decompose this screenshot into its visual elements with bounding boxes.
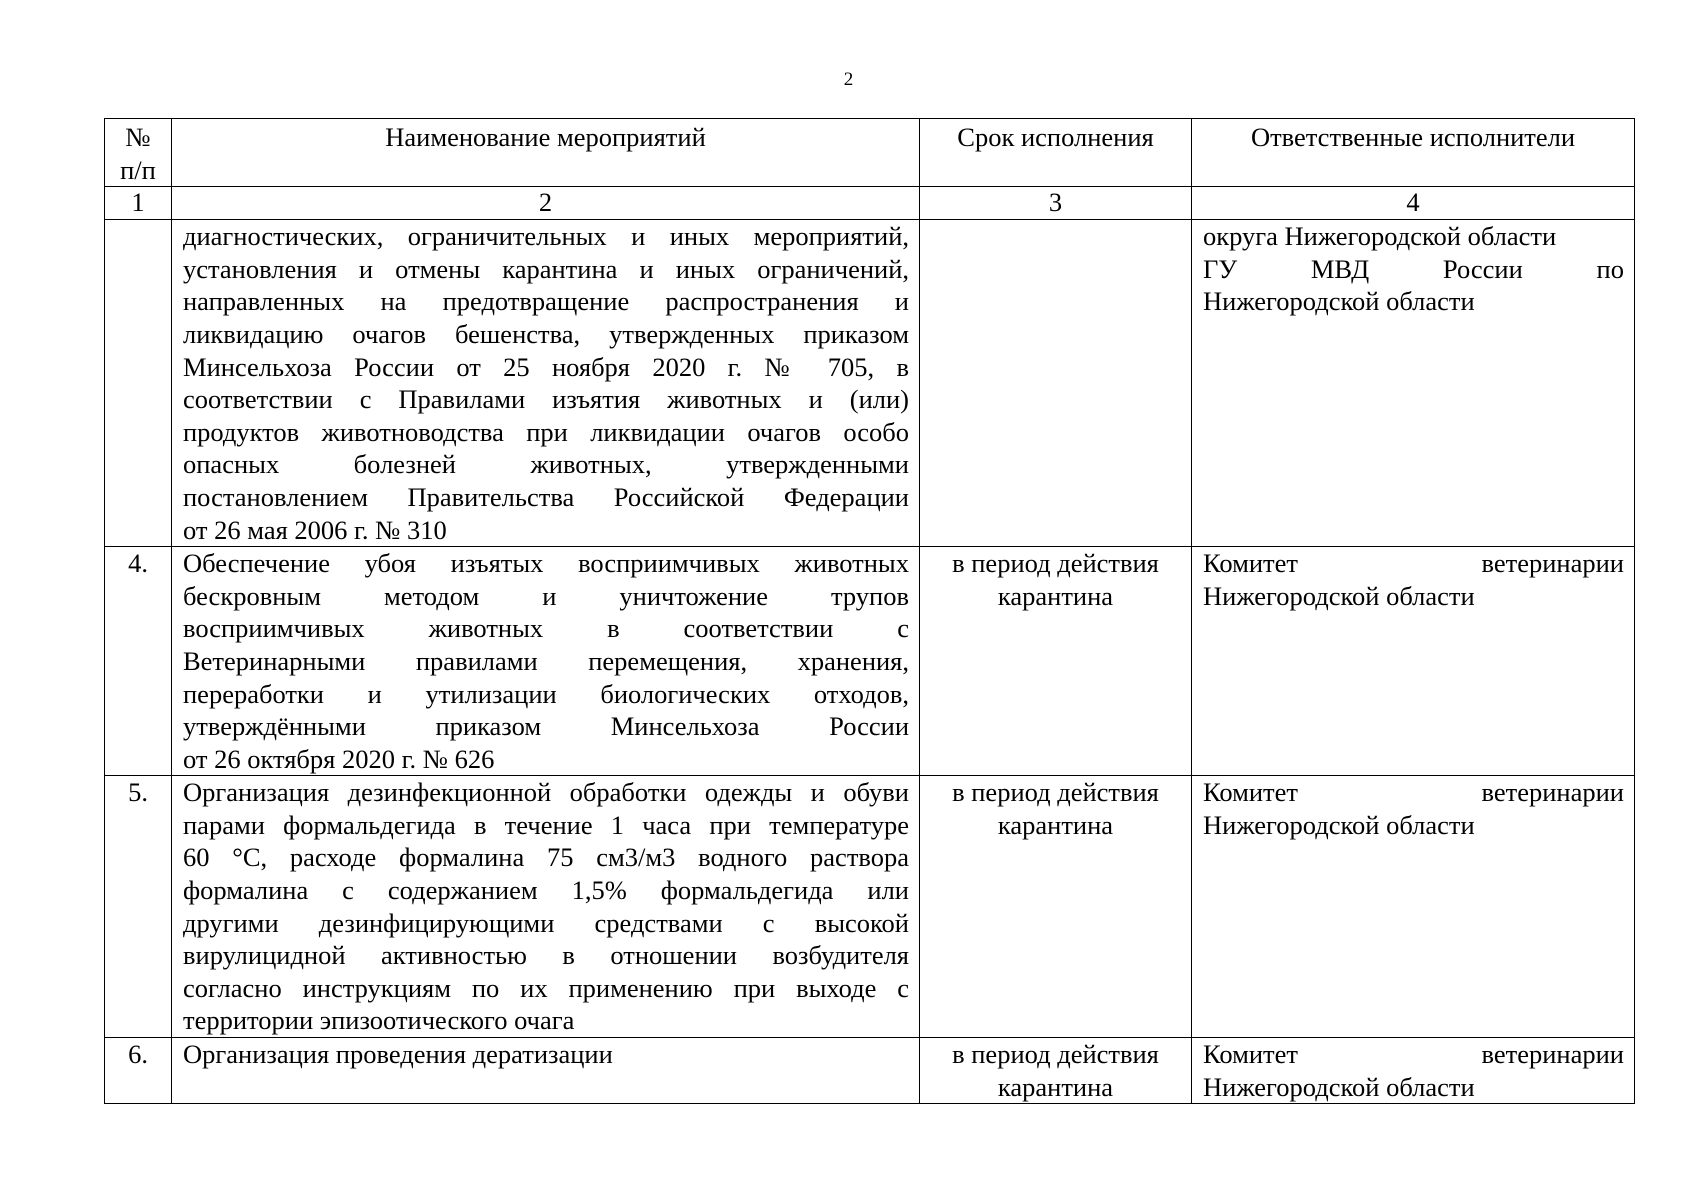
row-number-cell <box>105 547 172 776</box>
row-number: 5. <box>128 777 148 808</box>
header-name-cell <box>172 119 920 187</box>
responsible-text <box>1192 220 1634 318</box>
measure-name-line: формалина с содержанием 1,5% формальдегида или <box>183 875 909 906</box>
responsible-line: Нижегородской области <box>1203 580 1475 611</box>
responsible-line: Нижегородской области <box>1203 1071 1475 1102</box>
responsible-text <box>1192 776 1634 841</box>
header-name: Наименование мероприятий <box>385 122 706 152</box>
column-number: 2 <box>538 187 553 218</box>
measure-name <box>172 220 919 546</box>
measure-name-cell <box>172 220 920 547</box>
column-number-cell <box>172 187 920 220</box>
measure-name-line: опасных болезней животных, утвержденными <box>183 449 909 480</box>
measure-name-line: диагностических, ограничительных и иных мероприятий, <box>183 221 909 252</box>
column-number: 4 <box>1406 187 1420 218</box>
responsible-text <box>1192 547 1634 612</box>
responsible-cell <box>1192 776 1635 1038</box>
measure-name <box>172 547 919 775</box>
row-number: 4. <box>128 548 148 579</box>
term-cell <box>920 1038 1192 1104</box>
measure-name-line: утверждёнными приказом Минсельхоза России <box>183 711 909 742</box>
table-header-row <box>105 119 1635 187</box>
responsible-cell <box>1192 547 1635 776</box>
row-number-cell <box>105 776 172 1038</box>
measure-name-line: Ветеринарными правилами перемещения, хранения, <box>183 645 909 676</box>
measure-name <box>172 776 919 1037</box>
measure-name-cell <box>172 547 920 776</box>
responsible-text <box>1192 1038 1634 1103</box>
measure-name-line: постановлением Правительства Российской Федерации <box>183 481 909 512</box>
responsible-cell <box>1192 220 1635 547</box>
responsible-line: Комитет ветеринарии <box>1203 777 1624 808</box>
measure-name-line: территории эпизоотического очага <box>183 1005 575 1036</box>
responsible-line: Нижегородской области <box>1203 286 1475 317</box>
term-cell <box>920 220 1192 547</box>
measure-name-line: 60 °С, расходе формалина 75 см3/м3 водного раствора <box>183 842 909 873</box>
column-number: 3 <box>1048 187 1063 218</box>
term-cell <box>920 547 1192 776</box>
column-number: 1 <box>131 187 145 218</box>
header-num: № п/п <box>120 122 156 185</box>
measure-name-line: соответствии с Правилами изъятия животных и (или) <box>183 384 909 415</box>
column-number-row <box>105 187 1635 220</box>
header-responsible-cell <box>1192 119 1635 187</box>
measure-name-cell <box>172 1038 920 1104</box>
responsible-line: Комитет ветеринарии <box>1203 1039 1624 1070</box>
column-number-cell <box>105 187 172 220</box>
row-number-cell <box>105 1038 172 1104</box>
responsible-line: округа Нижегородской области <box>1203 221 1557 252</box>
measure-name <box>172 1038 919 1071</box>
term-text: в период действия карантина <box>952 548 1159 611</box>
header-responsible: Ответственные исполнители <box>1250 122 1576 152</box>
measure-name-line: от 26 мая 2006 г. № 310 <box>183 514 447 545</box>
measure-name-line: Организация дезинфекционной обработки одежды и обуви <box>183 777 909 808</box>
measure-name-line: продуктов животноводства при ликвидации очагов особо <box>183 416 909 447</box>
table-row <box>105 776 1635 1038</box>
measure-name-line: согласно инструкциям по их применению при выходе с <box>183 972 909 1003</box>
responsible-line: Нижегородской области <box>1203 809 1475 840</box>
measures-table <box>104 118 1635 1104</box>
measure-name-line: направленных на предотвращение распространения и <box>183 286 909 317</box>
table-row <box>105 1038 1635 1104</box>
measure-name-line: переработки и утилизации биологических отходов, <box>183 678 909 709</box>
measure-name-line: Организация проведения дератизации <box>183 1039 613 1070</box>
table-row <box>105 220 1635 547</box>
responsible-line: Комитет ветеринарии <box>1203 548 1624 579</box>
header-num-cell <box>105 119 172 187</box>
measure-name-line: бескровным методом и уничтожение трупов <box>183 580 909 611</box>
measure-name-line: от 26 октября 2020 г. № 626 <box>183 743 495 774</box>
responsible-line: ГУ МВД России по <box>1203 253 1624 284</box>
measure-name-line: парами формальдегида в течение 1 часа при температуре <box>183 809 909 840</box>
responsible-cell <box>1192 1038 1635 1104</box>
header-term-cell <box>920 119 1192 187</box>
measure-name-line: вирулицидной активностью в отношении возбудителя <box>183 940 909 971</box>
measure-name-line: Минсельхоза России от 25 ноября 2020 г. № 705, в <box>183 351 909 382</box>
measure-name-cell <box>172 776 920 1038</box>
header-term: Срок исполнения <box>957 122 1154 152</box>
measure-name-line: восприимчивых животных в соответствии с <box>183 613 909 644</box>
measure-name-line: Обеспечение убоя изъятых восприимчивых животных <box>183 548 909 579</box>
measure-name-line: ликвидацию очагов бешенства, утвержденных приказом <box>183 318 909 349</box>
term-text: в период действия карантина <box>952 777 1159 840</box>
measure-name-line: другими дезинфицирующими средствами с высокой <box>183 907 909 938</box>
column-number-cell <box>1192 187 1635 220</box>
page-number: 2 <box>843 69 854 90</box>
term-cell <box>920 776 1192 1038</box>
term-text: в период действия карантина <box>952 1039 1159 1102</box>
table-row <box>105 547 1635 776</box>
column-number-cell <box>920 187 1192 220</box>
row-number: 6. <box>128 1039 148 1070</box>
measure-name-line: установления и отмены карантина и иных ограничений, <box>183 253 909 284</box>
row-number-cell <box>105 220 172 547</box>
